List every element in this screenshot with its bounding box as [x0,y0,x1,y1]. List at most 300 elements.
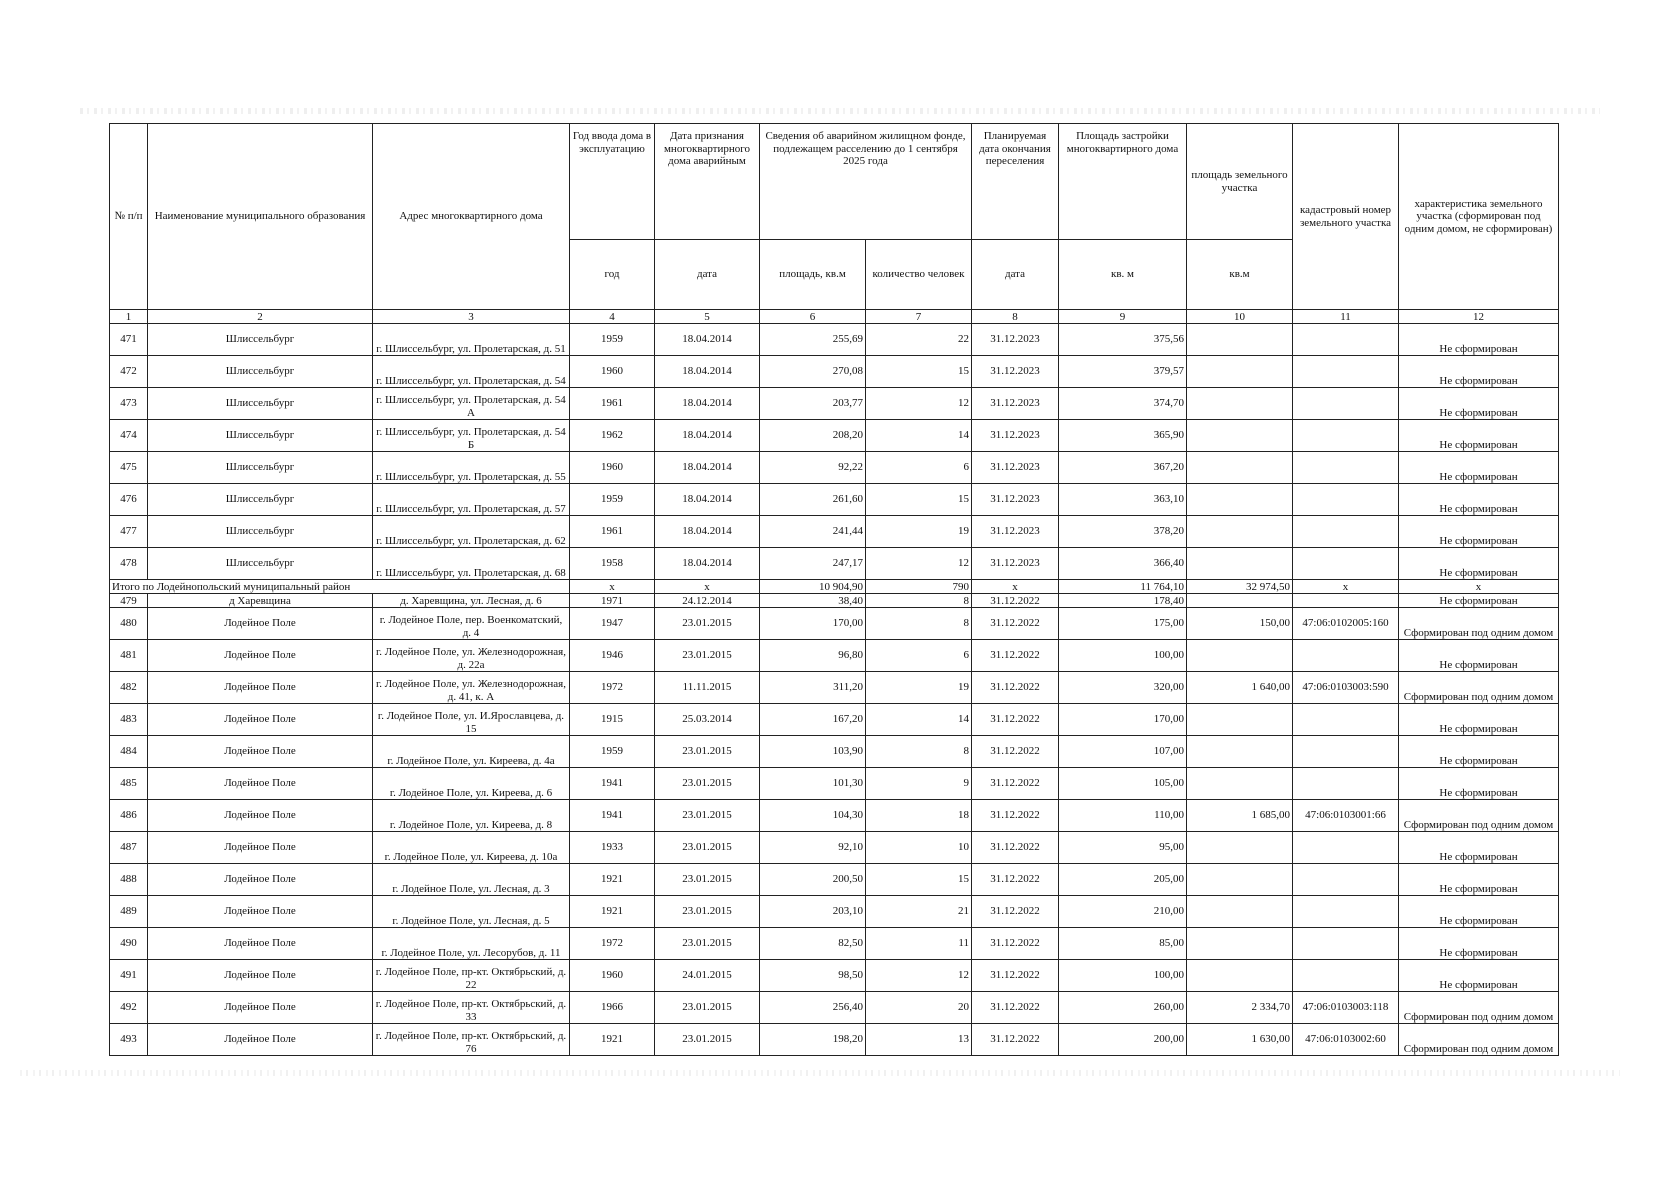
people: 15 [866,484,972,516]
cadastral-number [1293,388,1399,420]
area: 38,40 [760,594,866,608]
building-area: 107,00 [1059,736,1187,768]
emergency-date: 18.04.2014 [655,484,760,516]
area: 104,30 [760,800,866,832]
land-area [1187,388,1293,420]
address: г. Лодейное Поле, пр-кт. Октябрьский, д. 33 [373,992,570,1024]
row-number: 493 [110,1024,148,1056]
header-cadastral-number: кадастровый номер земельного участка [1293,124,1399,310]
building-area: 100,00 [1059,640,1187,672]
people: 19 [866,516,972,548]
row-number: 483 [110,704,148,736]
table-row [110,1024,1559,1056]
total-characteristic: x [1399,580,1559,594]
emergency-date: 23.01.2015 [655,640,760,672]
emergency-date: 24.12.2014 [655,594,760,608]
column-number: 4 [570,310,655,324]
land-characteristic: Не сформирован [1399,420,1559,452]
year-built: 1958 [570,548,655,580]
area: 198,20 [760,1024,866,1056]
land-area: 1 640,00 [1187,672,1293,704]
planned-date: 31.12.2022 [972,704,1059,736]
cadastral-number [1293,960,1399,992]
column-number: 12 [1399,310,1559,324]
table-row [110,640,1559,672]
area: 256,40 [760,992,866,1024]
building-area: 110,00 [1059,800,1187,832]
table-row [110,736,1559,768]
municipality: Лодейное Поле [148,800,373,832]
municipality: Лодейное Поле [148,928,373,960]
emergency-date: 18.04.2014 [655,548,760,580]
cadastral-number [1293,324,1399,356]
municipality: Шлиссельбург [148,452,373,484]
planned-date: 31.12.2022 [972,896,1059,928]
area: 92,22 [760,452,866,484]
table-row [110,484,1559,516]
rows-shlisselburg [110,324,1559,580]
land-characteristic: Не сформирован [1399,864,1559,896]
row-number: 486 [110,800,148,832]
building-area: 379,57 [1059,356,1187,388]
planned-date: 31.12.2022 [972,672,1059,704]
planned-date: 31.12.2022 [972,992,1059,1024]
emergency-date: 23.01.2015 [655,928,760,960]
planned-date: 31.12.2023 [972,356,1059,388]
planned-date: 31.12.2022 [972,736,1059,768]
people: 12 [866,548,972,580]
subheader-people: количество человек [866,240,972,310]
building-area: 363,10 [1059,484,1187,516]
column-number: 3 [373,310,570,324]
land-characteristic: Не сформирован [1399,640,1559,672]
column-number: 5 [655,310,760,324]
total-land-area: 32 974,50 [1187,580,1293,594]
municipality: Шлиссельбург [148,484,373,516]
cadastral-number [1293,420,1399,452]
table-row [110,896,1559,928]
column-number: 8 [972,310,1059,324]
municipality: Лодейное Поле [148,832,373,864]
table-row [110,800,1559,832]
land-area [1187,324,1293,356]
table-row [110,356,1559,388]
address: д. Харевщина, ул. Лесная, д. 6 [373,594,570,608]
building-area: 105,00 [1059,768,1187,800]
municipality: Лодейное Поле [148,672,373,704]
people: 11 [866,928,972,960]
planned-date: 31.12.2022 [972,608,1059,640]
table-row [110,324,1559,356]
year-built: 1946 [570,640,655,672]
subheader-area: площадь, кв.м [760,240,866,310]
municipality: Шлиссельбург [148,324,373,356]
land-characteristic: Не сформирован [1399,768,1559,800]
area: 103,90 [760,736,866,768]
year-built: 1941 [570,800,655,832]
land-characteristic: Не сформирован [1399,356,1559,388]
emergency-date: 24.01.2015 [655,960,760,992]
year-built: 1960 [570,356,655,388]
total-date: x [655,580,760,594]
area: 255,69 [760,324,866,356]
year-built: 1972 [570,672,655,704]
land-area: 2 334,70 [1187,992,1293,1024]
planned-date: 31.12.2022 [972,594,1059,608]
year-built: 1933 [570,832,655,864]
area: 241,44 [760,516,866,548]
table-row [110,608,1559,640]
area: 203,10 [760,896,866,928]
land-area [1187,864,1293,896]
emergency-date: 23.01.2015 [655,864,760,896]
total-year: x [570,580,655,594]
address: г. Лодейное Поле, ул. Железнодорожная, д. 22а [373,640,570,672]
row-number: 491 [110,960,148,992]
address: г. Шлиссельбург, ул. Пролетарская, д. 55 [373,452,570,484]
people: 8 [866,608,972,640]
land-characteristic: Не сформирован [1399,324,1559,356]
year-built: 1960 [570,452,655,484]
column-number: 9 [1059,310,1187,324]
people: 14 [866,420,972,452]
row-number: 488 [110,864,148,896]
building-area: 365,90 [1059,420,1187,452]
people: 6 [866,640,972,672]
header-building-area: Площадь застройки многоквартирного дома [1059,124,1187,240]
cadastral-number [1293,896,1399,928]
area: 96,80 [760,640,866,672]
building-area: 100,00 [1059,960,1187,992]
municipality: Лодейное Поле [148,768,373,800]
emergency-date: 23.01.2015 [655,608,760,640]
land-area [1187,832,1293,864]
row-number: 477 [110,516,148,548]
emergency-housing-table [109,123,1559,1056]
year-built: 1961 [570,388,655,420]
land-area [1187,452,1293,484]
building-area: 366,40 [1059,548,1187,580]
building-area: 367,20 [1059,452,1187,484]
land-characteristic: Не сформирован [1399,548,1559,580]
cadastral-number: 47:06:0103003:590 [1293,672,1399,704]
land-characteristic: Сформирован под одним домом [1399,672,1559,704]
municipality: Шлиссельбург [148,516,373,548]
people: 22 [866,324,972,356]
total-planned-date: x [972,580,1059,594]
planned-date: 31.12.2023 [972,324,1059,356]
address: г. Лодейное Поле, ул. Лесная, д. 3 [373,864,570,896]
land-characteristic: Не сформирован [1399,896,1559,928]
municipality: Лодейное Поле [148,992,373,1024]
table-row [110,928,1559,960]
year-built: 1959 [570,736,655,768]
table-row [110,594,1559,608]
area: 92,10 [760,832,866,864]
area: 203,77 [760,388,866,420]
land-area [1187,704,1293,736]
column-number: 11 [1293,310,1399,324]
people: 6 [866,452,972,484]
table-row [110,672,1559,704]
address: г. Шлиссельбург, ул. Пролетарская, д. 62 [373,516,570,548]
people: 21 [866,896,972,928]
header-address: Адрес многоквартирного дома [373,124,570,310]
cadastral-number [1293,640,1399,672]
year-built: 1966 [570,992,655,1024]
building-area: 175,00 [1059,608,1187,640]
total-building-area: 11 764,10 [1059,580,1187,594]
cadastral-number [1293,516,1399,548]
year-built: 1959 [570,324,655,356]
address: г. Лодейное Поле, ул. Киреева, д. 8 [373,800,570,832]
people: 15 [866,356,972,388]
year-built: 1971 [570,594,655,608]
column-number: 1 [110,310,148,324]
emergency-date: 23.01.2015 [655,736,760,768]
people: 12 [866,388,972,420]
emergency-date: 23.01.2015 [655,800,760,832]
land-area [1187,356,1293,388]
people: 20 [866,992,972,1024]
building-area: 210,00 [1059,896,1187,928]
scan-noise [20,1070,1620,1076]
year-built: 1915 [570,704,655,736]
land-area [1187,960,1293,992]
area: 270,08 [760,356,866,388]
building-area: 320,00 [1059,672,1187,704]
land-characteristic: Не сформирован [1399,388,1559,420]
total-section [110,580,1559,608]
land-area [1187,736,1293,768]
building-area: 200,00 [1059,1024,1187,1056]
table-row [110,548,1559,580]
planned-date: 31.12.2022 [972,640,1059,672]
land-characteristic: Не сформирован [1399,704,1559,736]
cadastral-number: 47:06:0102005:160 [1293,608,1399,640]
rows-lodeynoye-pole [110,608,1559,1056]
cadastral-number [1293,452,1399,484]
row-number: 481 [110,640,148,672]
address: г. Шлиссельбург, ул. Пролетарская, д. 51 [373,324,570,356]
row-number: 474 [110,420,148,452]
land-characteristic: Не сформирован [1399,516,1559,548]
total-cadastral: x [1293,580,1399,594]
row-number: 478 [110,548,148,580]
subheader-year: год [570,240,655,310]
cadastral-number [1293,832,1399,864]
people: 12 [866,960,972,992]
emergency-date: 18.04.2014 [655,516,760,548]
header-land-area: площадь земельного участка [1187,124,1293,240]
emergency-date: 11.11.2015 [655,672,760,704]
land-characteristic: Сформирован под одним домом [1399,800,1559,832]
area: 311,20 [760,672,866,704]
row-number: 492 [110,992,148,1024]
year-built: 1959 [570,484,655,516]
address: г. Шлиссельбург, ул. Пролетарская, д. 68 [373,548,570,580]
planned-date: 31.12.2023 [972,420,1059,452]
address: г. Лодейное Поле, ул. Киреева, д. 4а [373,736,570,768]
municipality: Лодейное Поле [148,704,373,736]
planned-date: 31.12.2023 [972,548,1059,580]
land-characteristic: Не сформирован [1399,832,1559,864]
cadastral-number [1293,768,1399,800]
header-year-built: Год ввода дома в эксплуатацию [570,124,655,240]
people: 8 [866,594,972,608]
building-area: 374,70 [1059,388,1187,420]
emergency-date: 23.01.2015 [655,768,760,800]
emergency-date: 18.04.2014 [655,324,760,356]
building-area: 378,20 [1059,516,1187,548]
total-people: 790 [866,580,972,594]
building-area: 260,00 [1059,992,1187,1024]
column-number: 7 [866,310,972,324]
total-area: 10 904,90 [760,580,866,594]
area: 98,50 [760,960,866,992]
cadastral-number: 47:06:0103003:118 [1293,992,1399,1024]
row-number: 475 [110,452,148,484]
planned-date: 31.12.2023 [972,516,1059,548]
address: г. Лодейное Поле, ул. Лесорубов, д. 11 [373,928,570,960]
building-area: 375,56 [1059,324,1187,356]
address: г. Лодейное Поле, ул. Киреева, д. 6 [373,768,570,800]
area: 247,17 [760,548,866,580]
year-built: 1962 [570,420,655,452]
emergency-date: 18.04.2014 [655,388,760,420]
land-area: 1 685,00 [1187,800,1293,832]
cadastral-number [1293,928,1399,960]
planned-date: 31.12.2022 [972,928,1059,960]
column-number-row [110,310,1559,324]
cadastral-number [1293,736,1399,768]
cadastral-number [1293,356,1399,388]
land-area [1187,420,1293,452]
building-area: 178,40 [1059,594,1187,608]
people: 10 [866,832,972,864]
subheader-sqm: кв. м [1059,240,1187,310]
subheader-date: дата [655,240,760,310]
area: 200,50 [760,864,866,896]
header-planned-date: Планируемая дата окончания переселения [972,124,1059,240]
year-built: 1921 [570,896,655,928]
table-row [110,516,1559,548]
table-row [110,388,1559,420]
table-row [110,992,1559,1024]
total-row [110,580,1559,594]
row-number: 479 [110,594,148,608]
table-row [110,420,1559,452]
row-number: 482 [110,672,148,704]
row-number: 476 [110,484,148,516]
land-area [1187,640,1293,672]
cadastral-number [1293,594,1399,608]
emergency-date: 23.01.2015 [655,1024,760,1056]
cadastral-number [1293,864,1399,896]
planned-date: 31.12.2023 [972,388,1059,420]
table-row [110,768,1559,800]
land-characteristic: Не сформирован [1399,452,1559,484]
address: г. Лодейное Поле, пер. Военкоматский, д. 4 [373,608,570,640]
table-row [110,452,1559,484]
area: 170,00 [760,608,866,640]
cadastral-number [1293,704,1399,736]
municipality: Лодейное Поле [148,1024,373,1056]
emergency-date: 18.04.2014 [655,420,760,452]
building-area: 85,00 [1059,928,1187,960]
planned-date: 31.12.2022 [972,960,1059,992]
municipality: Лодейное Поле [148,640,373,672]
year-built: 1941 [570,768,655,800]
area: 82,50 [760,928,866,960]
planned-date: 31.12.2022 [972,800,1059,832]
address: г. Лодейное Поле, ул. Лесная, д. 5 [373,896,570,928]
row-number: 480 [110,608,148,640]
row-number: 490 [110,928,148,960]
header-emergency-date: Дата признания многоквартирного дома аварийным [655,124,760,240]
land-characteristic: Сформирован под одним домом [1399,608,1559,640]
municipality: д Харевщина [148,594,373,608]
address: г. Лодейное Поле, пр-кт. Октябрьский, д. 22 [373,960,570,992]
people: 19 [866,672,972,704]
year-built: 1947 [570,608,655,640]
table-row [110,704,1559,736]
people: 8 [866,736,972,768]
address: г. Лодейное Поле, ул. И.Ярославцева, д. 15 [373,704,570,736]
building-area: 205,00 [1059,864,1187,896]
row-number: 472 [110,356,148,388]
land-characteristic: Не сформирован [1399,928,1559,960]
planned-date: 31.12.2022 [972,1024,1059,1056]
address: г. Шлиссельбург, ул. Пролетарская, д. 57 [373,484,570,516]
planned-date: 31.12.2022 [972,864,1059,896]
people: 13 [866,1024,972,1056]
year-built: 1972 [570,928,655,960]
cadastral-number: 47:06:0103001:66 [1293,800,1399,832]
land-area [1187,484,1293,516]
address: г. Шлиссельбург, ул. Пролетарская, д. 54 [373,356,570,388]
land-characteristic: Не сформирован [1399,736,1559,768]
planned-date: 31.12.2022 [972,768,1059,800]
header-municipality: Наименование муниципального образования [148,124,373,310]
year-built: 1960 [570,960,655,992]
table-row [110,960,1559,992]
row-number: 473 [110,388,148,420]
cadastral-number: 47:06:0103002:60 [1293,1024,1399,1056]
row-number: 487 [110,832,148,864]
row-number: 471 [110,324,148,356]
municipality: Шлиссельбург [148,388,373,420]
year-built: 1921 [570,864,655,896]
people: 14 [866,704,972,736]
emergency-date: 23.01.2015 [655,896,760,928]
column-number: 6 [760,310,866,324]
people: 15 [866,864,972,896]
land-area [1187,928,1293,960]
land-characteristic: Не сформирован [1399,484,1559,516]
subheader-land-sqm: кв.м [1187,240,1293,310]
address: г. Лодейное Поле, ул. Киреева, д. 10а [373,832,570,864]
row-number: 485 [110,768,148,800]
land-area: 150,00 [1187,608,1293,640]
header-number: № п/п [110,124,148,310]
area: 101,30 [760,768,866,800]
column-number: 2 [148,310,373,324]
address: г. Шлиссельбург, ул. Пролетарская, д. 54 А [373,388,570,420]
row-number: 489 [110,896,148,928]
municipality: Шлиссельбург [148,420,373,452]
municipality: Лодейное Поле [148,960,373,992]
